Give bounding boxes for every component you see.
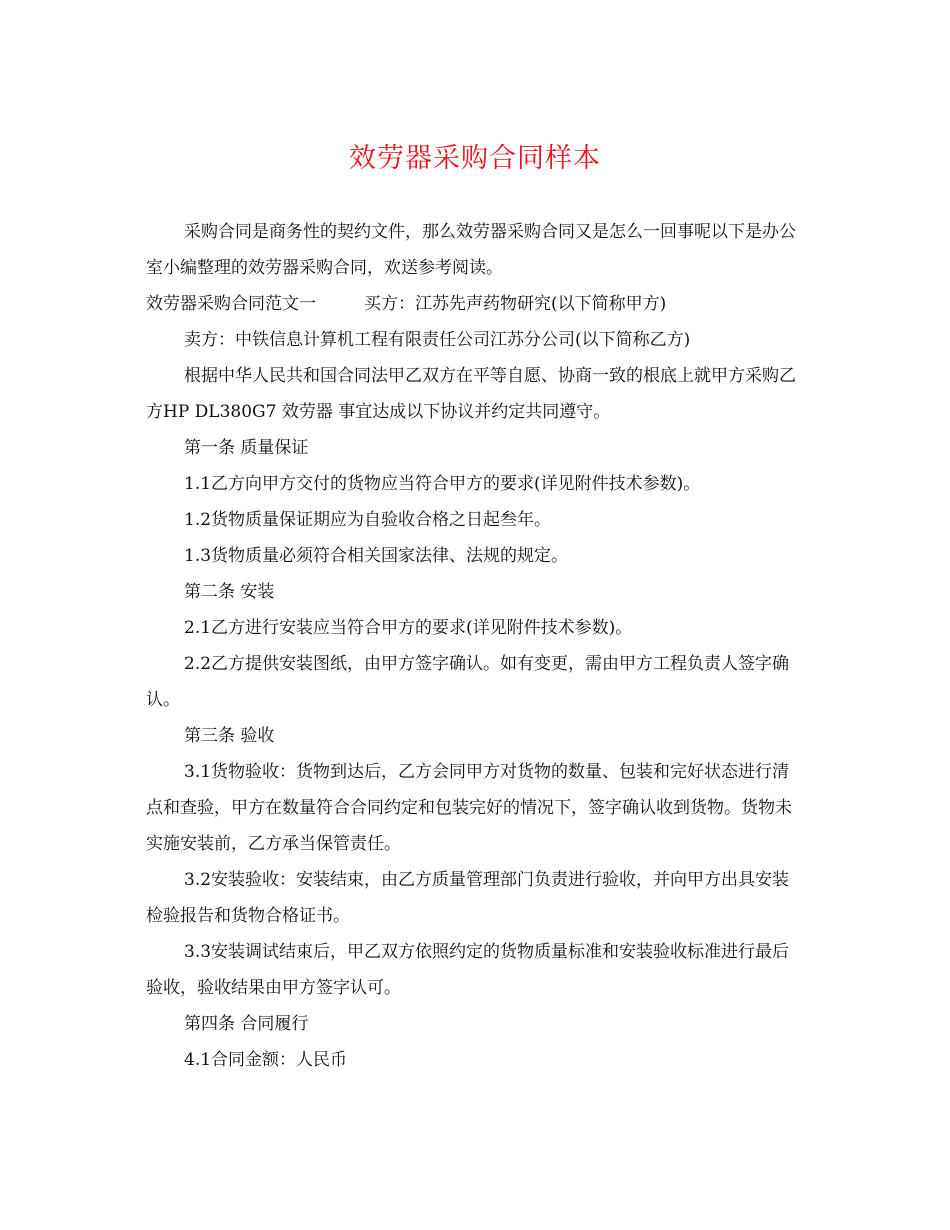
buyer-line: 买方：江苏先声药物研究(以下简称甲方) bbox=[364, 294, 667, 314]
clause-paragraph: 1.2货物质量保证期应为自验收合格之日起叁年。 bbox=[184, 510, 552, 530]
seller-line: 卖方：中铁信息计算机工程有限责任公司江苏分公司(以下简称乙方) bbox=[184, 330, 691, 350]
preamble-paragraph: 根据中华人民共和国合同法甲乙双方在平等自愿、协商一致的根底上就甲方采购乙方HP DL380G7 效劳器 事宜达成以下协议并约定共同遵守。 bbox=[146, 366, 796, 422]
clause-paragraph: 2.1乙方进行安装应当符合甲方的要求(详见附件技术参数)。 bbox=[184, 618, 633, 638]
clause-paragraph: 2.2乙方提供安装图纸，由甲方签字确认。如有变更，需由甲方工程负责人签字确认。 bbox=[146, 654, 790, 710]
document-title: 效劳器采购合同样本 bbox=[349, 143, 601, 174]
sample-heading-line bbox=[146, 286, 806, 322]
section-heading: 第四条 合同履行 bbox=[184, 1014, 309, 1034]
clause-paragraph: 3.2安装验收：安装结束，由乙方质量管理部门负责进行验收，并向甲方出具安装检验报告和货物合格证书。 bbox=[146, 870, 790, 926]
section-heading: 第一条 质量保证 bbox=[184, 438, 309, 458]
clause-paragraph: 4.1合同金额：人民币 bbox=[184, 1050, 348, 1070]
clause-paragraph: 3.3安装调试结束后，甲乙双方依照约定的货物质量标准和安装验收标准进行最后验收，验收结果由甲方签字认可。 bbox=[146, 942, 790, 998]
clause-paragraph: 1.3货物质量必须符合相关国家法律、法规的规定。 bbox=[184, 546, 569, 566]
document-body bbox=[146, 214, 806, 1078]
intro-paragraph: 采购合同是商务性的契约文件，那么效劳器采购合同又是怎么一回事呢以下是办公室小编整理的效劳器采购合同，欢送参考阅读。 bbox=[146, 222, 796, 278]
sample-heading: 效劳器采购合同范文一 bbox=[146, 294, 316, 314]
section-heading: 第二条 安装 bbox=[184, 582, 275, 602]
clause-paragraph: 1.1乙方向甲方交付的货物应当符合甲方的要求(详见附件技术参数)。 bbox=[184, 474, 701, 494]
clause-paragraph: 3.1货物验收：货物到达后，乙方会同甲方对货物的数量、包装和完好状态进行清点和查验，甲方在数量符合合同约定和包装完好的情况下，签字确认收到货物。货物未实施安装前，乙方承当保管责任。 bbox=[146, 762, 792, 854]
section-heading: 第三条 验收 bbox=[184, 726, 275, 746]
